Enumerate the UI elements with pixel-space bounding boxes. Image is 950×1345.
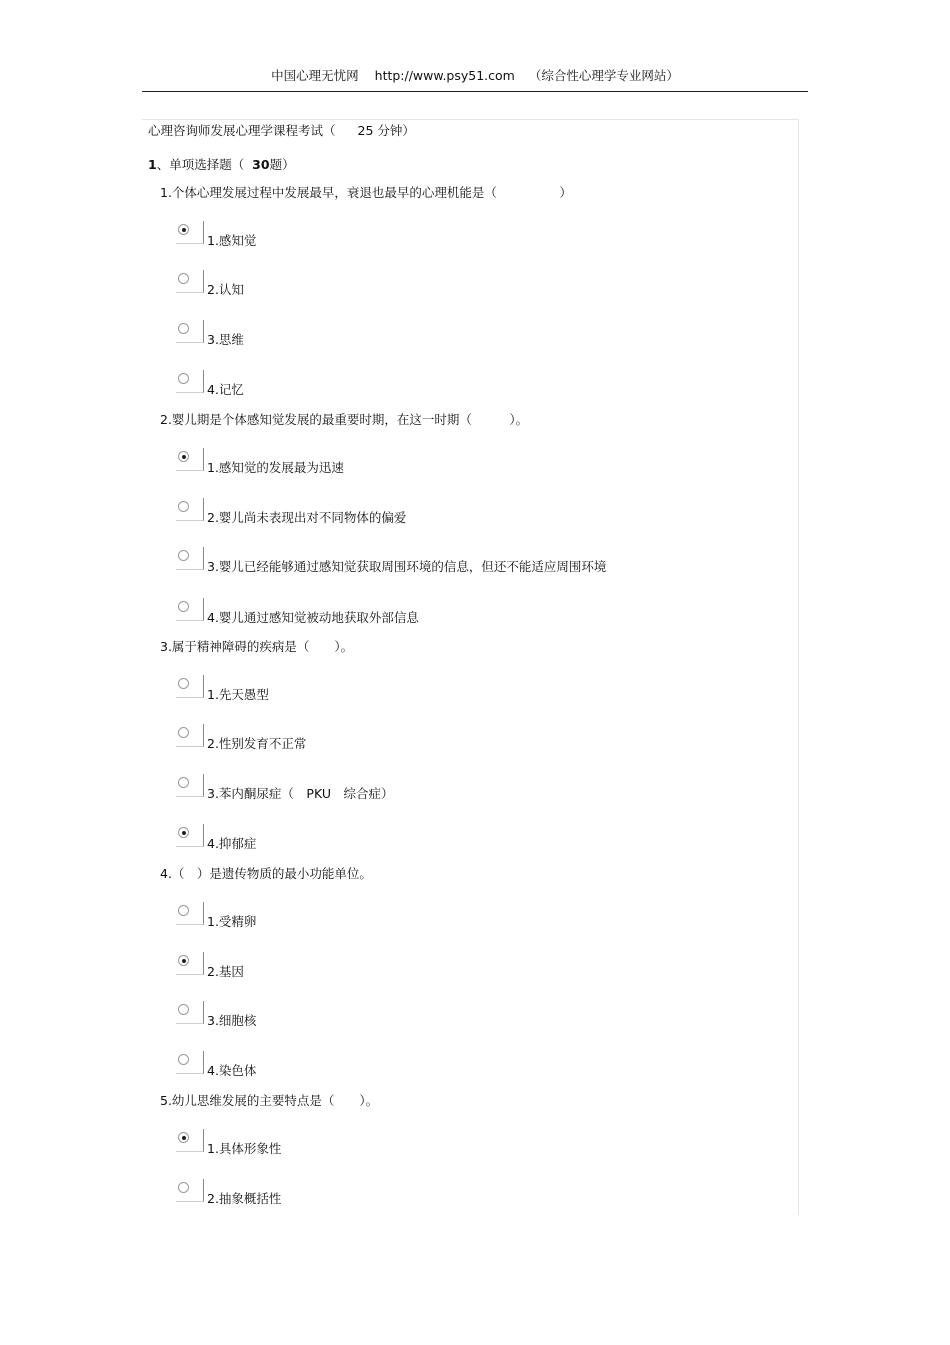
- exam-duration: 25 分钟）: [357, 123, 415, 138]
- option-label: 2.抽象概括性: [207, 1191, 282, 1206]
- option-label: 1.受精卵: [207, 914, 257, 929]
- header-divider: [142, 91, 808, 92]
- option-label: 3.思维: [207, 332, 244, 347]
- radio-button[interactable]: [178, 1054, 189, 1065]
- option-label: 2.性别发育不正常: [207, 736, 307, 751]
- radio-button[interactable]: [178, 777, 189, 788]
- option-label: 1.感知觉: [207, 233, 257, 248]
- question-text: 2.婴儿期是个体感知觉发展的最重要时期，在这一时期（ ）。: [160, 412, 529, 427]
- option-label: 2.基因: [207, 964, 244, 979]
- option-label: 3.婴儿已经能够通过感知觉获取周围环境的信息，但还不能适应周围环境: [207, 559, 607, 574]
- option-label: 1.感知觉的发展最为迅速: [207, 460, 344, 475]
- radio-button[interactable]: [178, 827, 189, 838]
- radio-button[interactable]: [178, 373, 189, 384]
- option-label: 1.具体形象性: [207, 1141, 282, 1156]
- radio-button[interactable]: [178, 727, 189, 738]
- radio-button[interactable]: [178, 1004, 189, 1015]
- site-description: （综合性心理学专业网站）: [528, 68, 679, 83]
- option-label: 3.细胞核: [207, 1013, 257, 1028]
- option-label: 1.先天愚型: [207, 687, 269, 702]
- page-header: [142, 66, 808, 84]
- section-heading: 1、单项选择题（ 30题）: [148, 157, 295, 172]
- radio-button[interactable]: [178, 550, 189, 561]
- question-text: 1.个体心理发展过程中发展最早，衰退也最早的心理机能是（ ）: [160, 185, 572, 200]
- question-text: 3.属于精神障碍的疾病是（ ）。: [160, 639, 354, 654]
- exam-title: 心理咨询师发展心理学课程考试（ 25 分钟）: [148, 123, 415, 138]
- option-label: 4.记忆: [207, 382, 244, 397]
- radio-button[interactable]: [178, 224, 189, 235]
- radio-button[interactable]: [178, 451, 189, 462]
- question-text: 4.（ ）是遗传物质的最小功能单位。: [160, 866, 372, 881]
- option-label: 4.抑郁症: [207, 836, 257, 851]
- radio-button[interactable]: [178, 955, 189, 966]
- radio-button[interactable]: [178, 1132, 189, 1143]
- radio-button[interactable]: [178, 905, 189, 916]
- option-label: 4.染色体: [207, 1063, 257, 1078]
- radio-button[interactable]: [178, 1182, 189, 1193]
- site-url[interactable]: http://www.psy51.com: [374, 68, 515, 83]
- question-count: 30: [252, 157, 270, 172]
- radio-button[interactable]: [178, 323, 189, 334]
- option-label: 3.苯内酮尿症（ PKU 综合症）: [207, 786, 394, 801]
- option-label: 2.婴儿尚未表现出对不同物体的偏爱: [207, 510, 407, 525]
- option-label: 4.婴儿通过感知觉被动地获取外部信息: [207, 610, 419, 625]
- site-name: 中国心理无忧网: [271, 68, 359, 83]
- radio-button[interactable]: [178, 601, 189, 612]
- radio-button[interactable]: [178, 273, 189, 284]
- question-text: 5.幼儿思维发展的主要特点是（ ）。: [160, 1093, 379, 1108]
- radio-button[interactable]: [178, 678, 189, 689]
- option-label: 2.认知: [207, 282, 244, 297]
- radio-button[interactable]: [178, 501, 189, 512]
